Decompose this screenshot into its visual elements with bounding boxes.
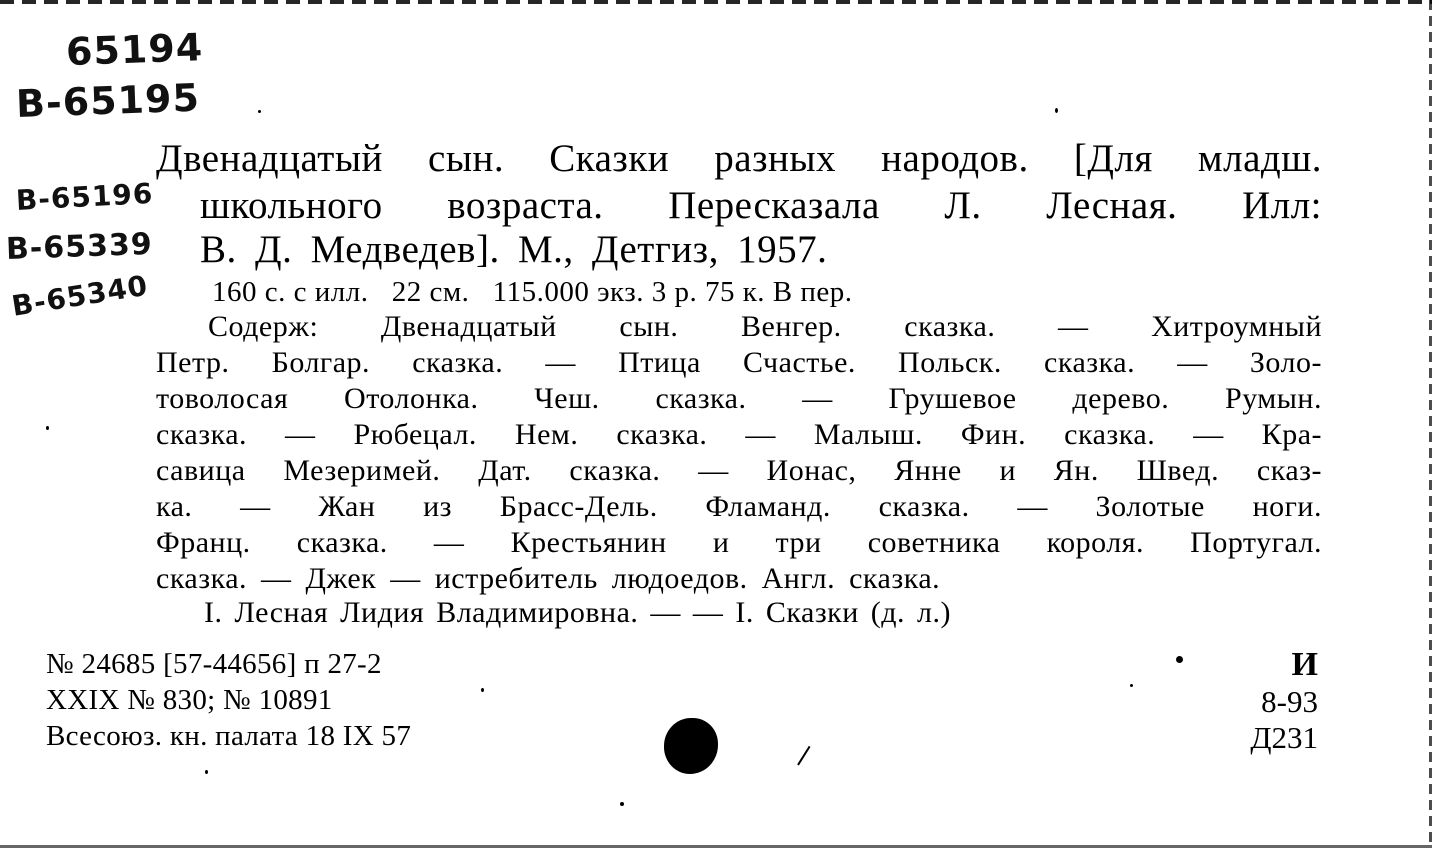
title-line-1: Двенадцатый сын. Сказки разных народов. [Для младш. — [156, 137, 1322, 180]
handwritten-number-1: 65194 — [65, 25, 204, 74]
book-chamber: Всесоюз. кн. палата 18 IX 57 — [46, 720, 412, 752]
speck — [1055, 108, 1058, 113]
contents-line-7: Франц. сказка. — Крестьянин и три советника короля. Португал. — [156, 526, 1322, 559]
handwritten-number-2: B-65195 — [15, 75, 201, 126]
speck — [205, 770, 208, 774]
speck — [481, 688, 484, 692]
register-line: XXIX № 830; № 10891 — [46, 684, 333, 716]
contents-line-5: савица Мезеримей. Дат. сказка. — Ионас, Янне и Ян. Швед. сказ- — [156, 454, 1322, 487]
title-line-3: В. Д. Медведев]. М., Детгиз, 1957. — [200, 228, 828, 271]
contents-line-6: ка. — Жан из Брасс-Дель. Фламанд. сказка. — Золотые ноги. — [156, 490, 1322, 523]
speck — [1176, 656, 1183, 663]
contents-line-1: Содерж: Двенадцатый сын. Венгер. сказка. — Хитроумный — [208, 310, 1322, 343]
record-number: № 24685 [57-44656] п 27-2 — [46, 648, 382, 680]
scratch — [797, 746, 810, 766]
top-perforation — [0, 0, 1432, 4]
speck — [258, 110, 261, 113]
author-mark: Д231 — [1250, 720, 1318, 755]
speck — [620, 802, 624, 806]
punch-hole — [664, 718, 718, 774]
handwritten-number-4: B-65339 — [5, 226, 154, 267]
contents-line-8: сказка. — Джек — истребитель людоедов. Англ. сказка. — [156, 562, 941, 595]
contents-line-3: товолосая Отолонка. Чеш. сказка. — Грушевое дерево. Румын. — [156, 382, 1322, 415]
speck — [46, 426, 49, 430]
contents-line-4: сказка. — Рюбецал. Нем. сказка. — Малыш. Фин. сказка. — Кра- — [156, 418, 1322, 451]
class-code: 8-93 — [1261, 684, 1318, 719]
title-line-2: школьного возраста. Пересказала Л. Лесная. Илл: — [200, 184, 1322, 227]
physical-description: 160 с. с илл. 22 см. 115.000 экз. 3 р. 75 к. В пер. — [212, 276, 853, 308]
tracing: I. Лесная Лидия Владимировна. — — I. Сказки (д. л.) — [204, 596, 952, 629]
handwritten-number-5: B-65340 — [9, 268, 151, 323]
contents-line-2: Петр. Болгар. сказка. — Птица Счастье. Польск. сказка. — Золо- — [156, 346, 1322, 379]
letter-code: И — [1291, 646, 1318, 683]
handwritten-number-3: B-65196 — [15, 176, 155, 217]
speck — [1130, 684, 1133, 687]
